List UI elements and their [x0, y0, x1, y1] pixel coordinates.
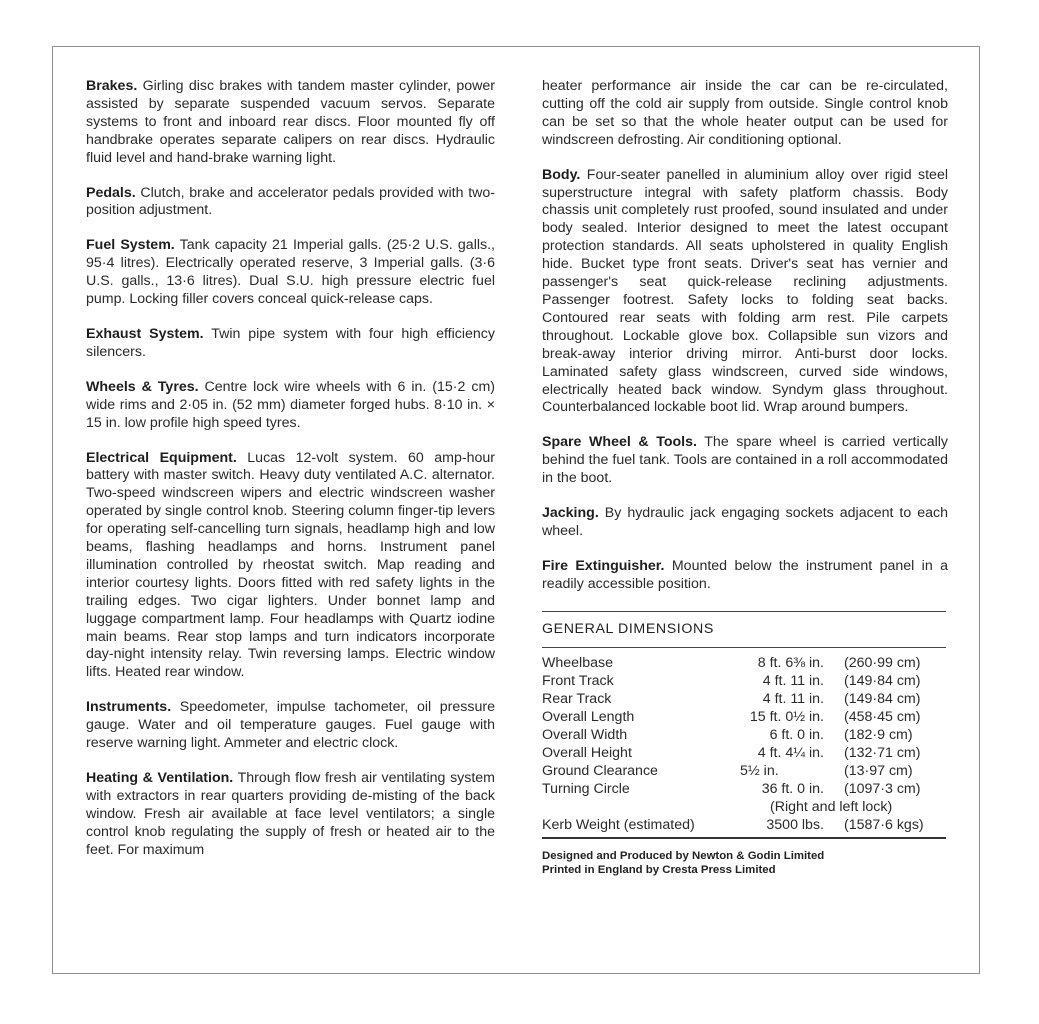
spec-heading: Fuel System. — [86, 237, 175, 254]
credits — [542, 849, 946, 877]
dimension-label: Front Track — [542, 672, 614, 689]
dimension-metric: (260·99 cm) — [844, 654, 921, 671]
divider — [542, 837, 946, 839]
dimension-metric: (1587·6 kgs) — [844, 816, 924, 833]
right-column — [542, 78, 948, 877]
dimension-row-kerb-weight — [542, 816, 946, 834]
dimension-imperial: 6 ft. 0 in. — [769, 726, 824, 743]
dimension-imperial: 3500 lbs. — [766, 816, 824, 833]
spec-text: Girling disc brakes with tandem master cylinder, power assisted by separate suspended vacuum servos. Separate systems to front and inboard rear discs. Floor mounted fly off handbrake operates separate calipers on rear discs. Hydraulic fluid level and hand-brake warning light. — [86, 78, 495, 166]
dimension-imperial: 8 ft. 6⅜ in. — [757, 654, 824, 671]
dimension-label: Rear Track — [542, 690, 612, 707]
spec-spare-wheel-tools — [542, 434, 948, 488]
spec-heating-ventilation — [86, 770, 495, 860]
dimension-row-overall-height — [542, 744, 946, 762]
spec-jacking — [542, 505, 948, 541]
dimension-row-overall-length — [542, 708, 946, 726]
spec-pedals — [86, 185, 495, 221]
dimension-label: Kerb Weight (estimated) — [542, 816, 695, 833]
dimension-metric: (149·84 cm) — [844, 672, 921, 689]
dimension-imperial: 4 ft. 4¼ in. — [757, 744, 824, 761]
spec-heading: Heating & Ventilation. — [86, 770, 234, 786]
spec-wheels-tyres — [86, 379, 495, 433]
dimension-row-overall-width — [542, 726, 946, 744]
spec-heading: Electrical Equipment. — [86, 449, 237, 466]
dimension-metric: (458·45 cm) — [844, 708, 921, 725]
dimension-metric: (182·9 cm) — [844, 726, 913, 743]
dimension-row-turning-circle — [542, 780, 946, 798]
spec-text: Centre lock wire wheels with 6 in. (15·2 cm) wide rims and 2·05 in. (52 mm) diameter forged hubs. 8·10 in. × 15 in. low profile high speed tyres. — [86, 378, 496, 431]
spec-electrical-equipment — [86, 450, 495, 683]
dimension-label: Ground Clearance — [542, 762, 658, 779]
spec-text: Mounted below the instrument panel in a readily accessible position. — [542, 557, 948, 592]
dimension-imperial: 5½ in. — [740, 762, 779, 779]
dimensions-table — [542, 648, 946, 837]
spec-exhaust-system — [86, 326, 495, 362]
spec-text: Twin pipe system with four high efficiency silencers. — [86, 325, 495, 360]
dimensions-heading: GENERAL DIMENSIONS — [542, 620, 714, 637]
dimension-label: Turning Circle — [542, 780, 630, 797]
spec-heading: Pedals. — [86, 184, 136, 201]
dimension-row-rear-track — [542, 690, 946, 708]
dimension-imperial: 4 ft. 11 in. — [762, 672, 824, 689]
dimension-imperial: 36 ft. 0 in. — [761, 780, 824, 797]
dimension-metric: (1097·3 cm) — [844, 780, 921, 797]
credit-line-design: Designed and Produced by Newton & Godin Limited — [542, 849, 825, 862]
spec-text: Clutch, brake and accelerator pedals provided with two-position adjustment. — [86, 184, 495, 219]
spec-heading: Instruments. — [86, 699, 172, 716]
spec-fuel-system — [86, 237, 495, 309]
spec-heading: Spare Wheel & Tools. — [542, 434, 697, 451]
dimension-row-ground-clearance — [542, 762, 946, 780]
dimension-row-wheelbase — [542, 654, 946, 672]
dimension-label: Overall Width — [542, 726, 628, 743]
left-column — [86, 78, 495, 877]
credit-line-printer: Printed in England by Cresta Press Limited — [542, 863, 776, 876]
dimension-imperial: 15 ft. 0½ in. — [749, 708, 824, 725]
spec-heading: Exhaust System. — [86, 325, 204, 342]
dimension-metric: (132·71 cm) — [844, 744, 921, 761]
spec-body — [542, 167, 948, 418]
spec-text: Four-seater panelled in aluminium alloy over rigid steel superstructure integral with safety platform chassis. Body chassis unit completely rust proofed, sound insulated and under body sealed. Interior designed to meet the latest occupant protection standards. All seats upholstered in quality English hide. Bucket type front seats. Driver's seat has vernier and passenger's seat quick-release reclining adjustments. Passenger footrest. Safety locks to folding seat backs. Contoured rear seats with folding arm rest. Pile carpets throughout. Lockable glove box. Collapsible sun vizors and break-away interior driving mirror. Anti-burst door locks. Laminated safety glass windscreen, curved side windows, electrically heated back window. Syndym glass throughout. Counterbalanced lockable boot lid. Wrap around bumpers. — [542, 166, 948, 416]
dimension-row-turning-note — [542, 798, 946, 816]
spec-text: Tank capacity 21 Imperial galls. (25·2 U.S. galls., 95·4 litres). Electrically operated reserve, 3 Imperial galls. (3·6 U.S. galls., 13·6 litres). Dual S.U. high pressure electric fuel pump. Locking filler covers conceal quick-release caps. — [86, 237, 495, 308]
spec-brakes — [86, 78, 495, 168]
dimension-metric: (149·84 cm) — [844, 690, 921, 707]
dimension-label: Wheelbase — [542, 654, 613, 671]
spec-heating-continuation: heater performance air inside the car can be re-circulated, cutting off the cold air supply from outside. Single control knob can be set so that the whole heater output can be used for windscreen defrosting. Air conditioning optional. — [542, 78, 948, 148]
general-dimensions — [542, 611, 946, 877]
dimension-row-front-track — [542, 672, 946, 690]
dimension-imperial: 4 ft. 11 in. — [762, 690, 824, 707]
spec-heading: Jacking. — [542, 505, 599, 522]
spec-text: Speedometer, impulse tachometer, oil pressure gauge. Water and oil temperature gauges. Fuel gauge with reserve warning light. Ammeter and electric clock. — [86, 699, 495, 752]
spec-fire-extinguisher — [542, 558, 948, 594]
spec-text: Through flow fresh air ventilating system with extractors in rear quarters providing de-misting of the back window. Fresh air available at face level ventilators; a single control knob regulating the supply of fresh or heated air to the feet. For maximum — [86, 770, 495, 858]
spec-heading: Fire Extinguisher. — [542, 557, 665, 574]
spec-heading: Brakes. — [86, 78, 138, 94]
dimension-label: Overall Height — [542, 744, 632, 761]
dimension-label: Overall Length — [542, 708, 635, 725]
spec-instruments — [86, 699, 495, 753]
spec-heading: Wheels & Tyres. — [86, 378, 199, 395]
spec-text: By hydraulic jack engaging sockets adjacent to each wheel. — [542, 505, 948, 539]
spec-text: Lucas 12-volt system. 60 amp-hour battery with master switch. Heavy duty ventilated A.C. alternator. Two-speed windscreen wipers and electric windscreen washer operated by single control knob. Steering column finger-tip levers for operating self-cancelling turn signals, headlamp high and low beams, flashing headlamps and horns. Instrument panel illumination controlled by rheostat switch. Map reading and interior courtesy lights. Doors fitted with red safety lights in the trailing edges. Two cigar lighters. Under bonnet lamp and luggage compartment lamp. Four headlamps with Quartz iodine main beams. Rear stop lamps and turn indicators incorporate day-night intensity relay. Twin reversing lamps. Electric window lifts. Heated rear window. — [86, 449, 495, 681]
turning-circle-note: (Right and left lock) — [770, 798, 893, 815]
spec-heading: Body. — [542, 166, 581, 183]
spec-text: The spare wheel is carried vertically behind the fuel tank. Tools are contained in a roll accommodated in the boot. — [542, 434, 948, 487]
dimension-metric: (13·97 cm) — [844, 762, 913, 779]
